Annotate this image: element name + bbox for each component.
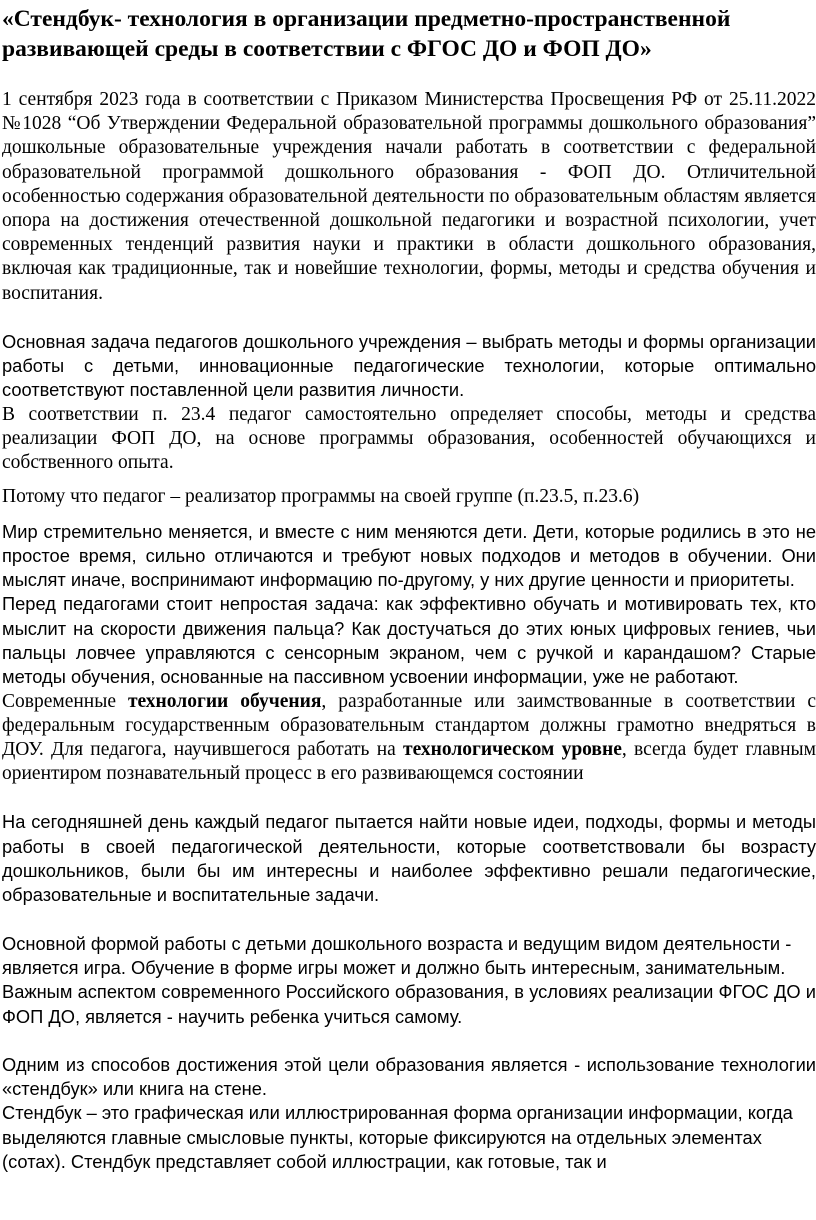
paragraph-play-form: Основной формой работы с детьми дошкольного возраста и ведущим видом деятельности - является игра. Обучение в форме игры может и должно быть интересным, занимательным. [2, 932, 792, 978]
bold-term-learning-technologies: технологии обучения [127, 690, 322, 712]
paragraph-standbook-method: Одним из способов достижения этой цели образования является - использование технологии «стендбук» или книга на стене. [2, 1053, 816, 1100]
text-run: , всегда будет главным ориентиром познавательный процесс в его развивающемся состоянии [2, 739, 816, 785]
spacer [2, 475, 816, 485]
text-run: , разработанные или заимствованные в соответствии с федеральным государственным образовательным стандартом должны грамотно внедряться в ДОУ. Для педагога, научившегося работать на [2, 690, 816, 761]
text-run: Современные [2, 690, 128, 712]
paragraph-new-ideas: На сегодняшней день каждый педагог пытается найти новые идеи, подходы, формы и методы работы в своей педагогической деятельности, которые соответствовали бы возрасту дошкольников, были бы им интересны и наиболее эффективно решали педагогические, образовательные и воспитательные задачи. [2, 811, 816, 906]
bold-term-technological-level: технологическом уровне [403, 739, 622, 761]
paragraph-standbook-definition: Стендбук – это графическая или иллюстрированная форма организации информации, когда выделяются главные смысловые пункты, которые фиксируются на отдельных элементах (сотах). Стендбук представляет собой иллюстрации, как готовые, так и [2, 1102, 793, 1172]
paragraph-learning-technologies [2, 690, 816, 787]
spacer [2, 306, 816, 330]
spacer [2, 510, 816, 520]
spacer [2, 908, 816, 932]
spacer [2, 1029, 816, 1053]
paragraph-main-task: Основная задача педагогов дошкольного учреждения – выбрать методы и формы организации работы с детьми, инновационные педагогические технологии, которые оптимально соответствуют поставленной цели развития личности. [2, 330, 816, 401]
spacer [2, 786, 816, 810]
paragraph-changing-world: Мир стремительно меняется, и вместе с ним меняются дети. Дети, которые родились в это не простое время, сильно отличаются и требуют новых подходов и методов в обучении. Они мыслят иначе, воспринимают информацию по-другому, у них другие ценности и приоритеты. [2, 520, 816, 591]
paragraph-fop-intro: 1 сентября 2023 года в соответствии с Приказом Министерства Просвещения РФ от 25.11.2022 №1028 “Об Утверждении Федеральной образовательной программы дошкольного образования” дошкольные образовательные учреждения начали работать в соответствии с федеральной образовательной программой дошкольного образования - ФОП ДО. Отличительной особенностью содержания образовательной деятельности по образовательным областям является опора на достижения отечественной дошкольной педагогики и возрастной психологии, учет современных тенденций развития науки и практики в области дошкольного образования, включая как традиционные, так и новейшие технологии, формы, методы и средства обучения и воспитания. [2, 89, 816, 304]
paragraph-teacher-role: Потому что педагог – реализатор программы на своей группе (п.23.5, п.23.6) [2, 486, 640, 508]
paragraph-learn-to-learn: Важным аспектом современного Российского образования, в условиях реализации ФГОС ДО и ФОП ДО, является - научить ребенка учиться самому. [2, 981, 816, 1027]
paragraph-teacher-challenge: Перед педагогами стоит непростая задача: как эффективно обучать и мотивировать тех, кто мыслит на скорости движения пальца? Как достучаться до этих юных цифровых гениев, чьи пальцы ловчее управляются с сенсорным экраном, чем с ручкой и карандашом? Старые методы обучения, основанные на пассивном усвоении информации, уже не работают. [2, 593, 816, 688]
document-title: «Стендбук- технология в организации предметно-пространственной развивающей среды в соответствии с ФГОС ДО и ФОП ДО» [2, 6, 731, 62]
paragraph-clause-23-4: В соответствии п. 23.4 педагог самостоятельно определяет способы, методы и средства реализации ФОП ДО, на основе программы образования, особенностей обучающихся и собственного опыта. [2, 403, 816, 474]
